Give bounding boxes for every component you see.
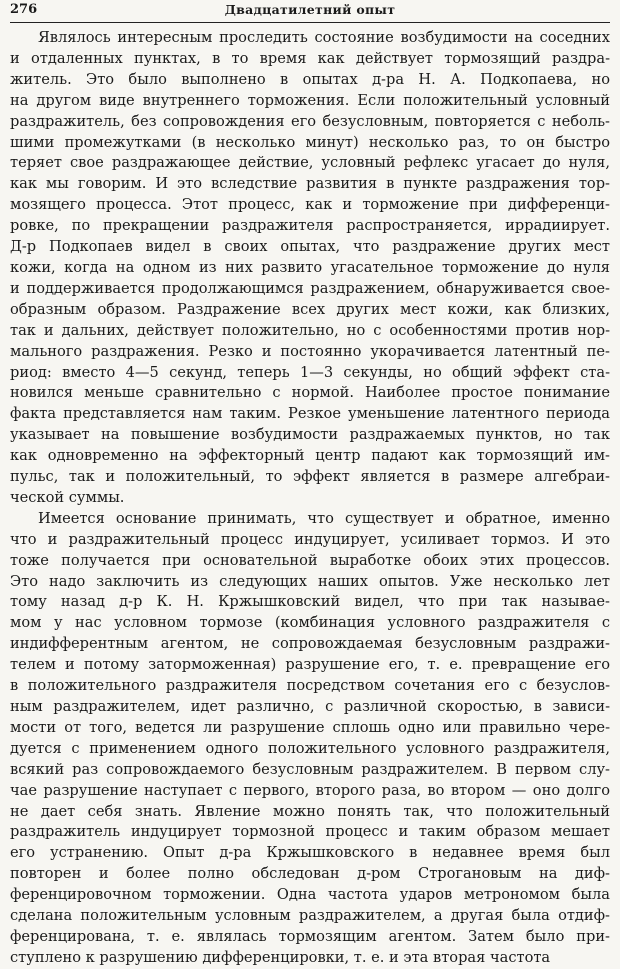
text-line: ным раздражителем, идет различно, с различной скоростью, в зависи- bbox=[10, 698, 610, 715]
text-line: мости от того, ведется ли разрушение сплошь одно или правильно чере- bbox=[10, 718, 610, 736]
paragraph bbox=[10, 28, 610, 509]
text-line: его устранению. Опыт д-ра Кржышковского в недавнее время был bbox=[10, 844, 610, 862]
text-line: телем и потому заторможенная) разрушение его, т. е. превращение его bbox=[10, 656, 610, 674]
text-line: мом у нас условном тормозе (комбинация условного раздражителя с bbox=[10, 614, 610, 632]
running-title: Двадцатилетний опыт bbox=[224, 2, 396, 17]
text-line: раздражитель индуцирует тормозной процесс и таким образом мешает bbox=[10, 823, 610, 841]
text-line: Д-р Подкопаев видел в своих опытах, что раздражение других мест bbox=[10, 238, 610, 256]
text-line: Являлось интересным проследить состояние возбудимости на соседних bbox=[38, 29, 610, 46]
text-line: тоже получается при основательной выработке обоих этих процессов. bbox=[10, 551, 610, 569]
text-line: образным образом. Раздражение всех других мест кожи, как близких, bbox=[10, 300, 610, 318]
text-line: ференцирована, т. е. являлась тормозящим агентом. Затем было при- bbox=[10, 927, 610, 945]
text-line: на другом виде внутреннего торможения. Если положительный условный bbox=[10, 91, 610, 109]
text-line: сделана положительным условным раздражителем, а другая была отдиф- bbox=[10, 907, 610, 925]
text-line: новился меньше сравнительно с нормой. Наиболее простое понимание bbox=[10, 384, 610, 402]
text-line: что и раздражительный процесс индуцирует, усиливает тормоз. И это bbox=[10, 530, 610, 548]
text-line: факта представляется нам таким. Резкое уменьшение латентного периода bbox=[10, 405, 610, 423]
text-line: так и дальних, действует положительно, но с особенностями против нор- bbox=[10, 321, 610, 339]
text-line: ровке, по прекращении раздражителя распространяется, иррадиирует. bbox=[10, 217, 610, 235]
text-line: как одновременно на эффекторный центр падают как тормозящий им- bbox=[10, 447, 610, 465]
text-line: риод: вместо 4—5 секунд, теперь 1—3 секунды, но общий эффект ста- bbox=[10, 363, 610, 381]
text-line: пульс, так и положительный, то эффект является в размере алгебраи- bbox=[10, 468, 610, 486]
text-line: повторен и более полно обследован д-ром Строгановым на диф- bbox=[10, 865, 610, 883]
text-line: Имеется основание принимать, что существует и обратное, именно bbox=[38, 509, 610, 527]
text-line: теряет свое раздражающее действие, условный рефлекс угасает до нуля, bbox=[10, 154, 610, 172]
text-line: чае разрушение наступает с первого, второго раза, во втором — оно долго bbox=[10, 781, 610, 799]
text-line: и отдаленных пунктах, в то время как действует тормозящий раздра- bbox=[10, 49, 610, 67]
text-line: мального раздражения. Резко и постоянно укорачивается латентный пе- bbox=[10, 342, 610, 360]
text-line: Это надо заключить из следующих наших опытов. Уже несколько лет bbox=[10, 572, 610, 590]
text-line: и поддерживается продолжающимся раздражением, обнаруживается свое- bbox=[10, 279, 610, 297]
text-line: шими промежутками (в несколько минут) несколько раз, то он быстро bbox=[10, 133, 610, 151]
text-line: не дает себя знать. Явление можно понять так, что положительный bbox=[10, 802, 610, 820]
text-line: ференцировочном торможении. Одна частота ударов метрономом была bbox=[10, 886, 610, 904]
page-header bbox=[10, 2, 610, 23]
text-line: указывает на повышение возбудимости раздражаемых пунктов, но так bbox=[10, 426, 610, 444]
text-line: житель. Это было выполнено в опытах д-ра Н. А. Подкопаева, но bbox=[10, 70, 610, 88]
paragraphs bbox=[10, 28, 610, 969]
text-line: в положительного раздражителя посредством сочетания его с безуслов- bbox=[10, 677, 610, 695]
text-line: ступлено к разрушению дифференцировки, т. е. и эта вторая частота bbox=[10, 948, 551, 966]
text-line: как мы говорим. И это вследствие развития в пункте раздражения тор- bbox=[10, 175, 610, 193]
paragraph bbox=[10, 509, 610, 969]
text-line: кожи, когда на одном из них развито угасательное торможение до нуля bbox=[10, 258, 610, 276]
text-line: дуется с применением одного положительного условного раздражителя, bbox=[10, 739, 610, 757]
text-line: тому назад д-р К. Н. Кржышковский видел, что при так называе- bbox=[10, 593, 610, 611]
page-number: 276 bbox=[10, 2, 38, 17]
text-line: ческой суммы. bbox=[10, 488, 125, 506]
text-line: индифферентным агентом, не сопровождаемая безусловным раздражи- bbox=[10, 635, 610, 653]
text-line: мозящего процесса. Этот процесс, как и торможение при дифференци- bbox=[10, 196, 610, 214]
body-text bbox=[10, 28, 610, 969]
text-line: всякий раз сопровождаемого безусловным раздражителем. В первом слу- bbox=[10, 760, 610, 778]
text-line: раздражитель, без сопровождения его безусловным, повторяется с неболь- bbox=[10, 112, 610, 130]
